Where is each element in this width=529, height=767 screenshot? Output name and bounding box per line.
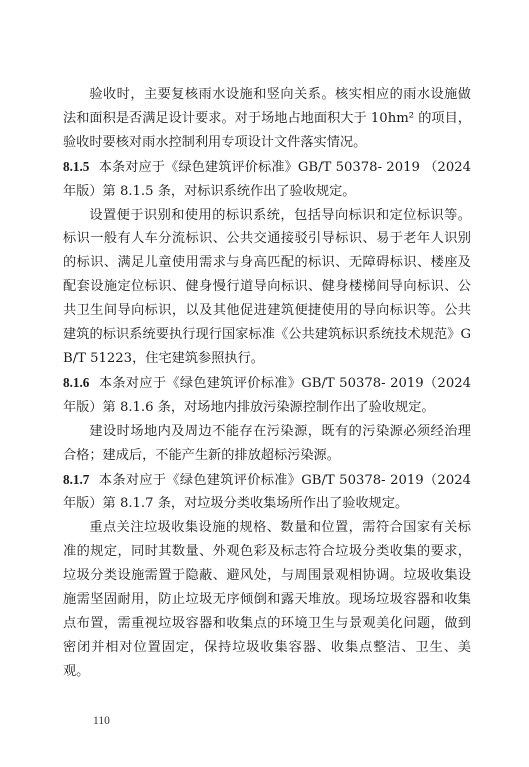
clause-8-1-7 [63,468,471,517]
clause-text: 本条对应于《绿色建筑评价标准》GB/T 50378- 2019（2024年版）第 8.1.7 条，对垃圾分类收集场所作出了验收规定。 [63,472,471,512]
paragraph-text: 验收时，主要复核雨水设施和竖向关系。核实相应的雨水设施做法和面积是否满足设计要求。对于场地占地面积大于 10hm² 的项目，验收时要核对雨水控制利用专项设计文件落实情况。 [63,87,471,150]
page-number: 110 [93,715,110,727]
body-paragraph-rainwater [63,83,471,155]
paragraph-text: 重点关注垃圾收集设施的规格、数量和位置，需符合国家有关标准的规定，同时其数量、外观色彩及标志符合垃圾分类收集的要求，垃圾分类设施需置于隐蔽、避风处，与周围景观相协调。垃圾收集设施需坚固耐用，防止垃圾无序倾倒和露天堆放。现场垃圾容器和收集点布置，需重视垃圾容器和收集点的环境卫生与景观美化问题，做到密闭并相对位置固定，保持垃圾收集容器、收集点整洁、卫生、美观。 [63,520,471,679]
page-body [63,83,471,684]
body-paragraph-waste [63,516,471,683]
body-paragraph-pollution [63,420,471,468]
clause-number: 8.1.6 [63,374,90,390]
clause-text: 本条对应于《绿色建筑评价标准》GB/T 50378- 2019（2024年版）第 8.1.6 条，对场地内排放污染源控制作出了验收规定。 [63,375,471,415]
clause-8-1-5 [63,155,471,204]
clause-number: 8.1.5 [63,158,90,174]
body-paragraph-signage [63,204,471,371]
clause-8-1-6 [63,371,471,420]
clause-number: 8.1.7 [63,471,90,487]
paragraph-text: 建设时场地内及周边不能存在污染源，既有的污染源必须经治理合格；建成后，不能产生新的排放超标污染源。 [63,423,471,463]
paragraph-text: 设置便于识别和使用的标识系统，包括导向标识和定位标识等。标识一般有人车分流标识、公共交通接驳引导标识、易于老年人识别的标识、满足儿童使用需求与身高匹配的标识、无障碍标识、楼座及配套设施定位标识、健身慢行道导向标识、健身楼梯间导向标识、公共卫生间导向标识，以及其他促进建筑便捷使用的导向标识等。公共建筑的标识系统要执行现行国家标准《公共建筑标识系统技术规范》GB/T 51223，住宅建筑参照执行。 [63,207,471,366]
clause-text: 本条对应于《绿色建筑评价标准》GB/T 50378- 2019 （2024年版）第 8.1.5 条，对标识系统作出了验收规定。 [63,159,471,199]
